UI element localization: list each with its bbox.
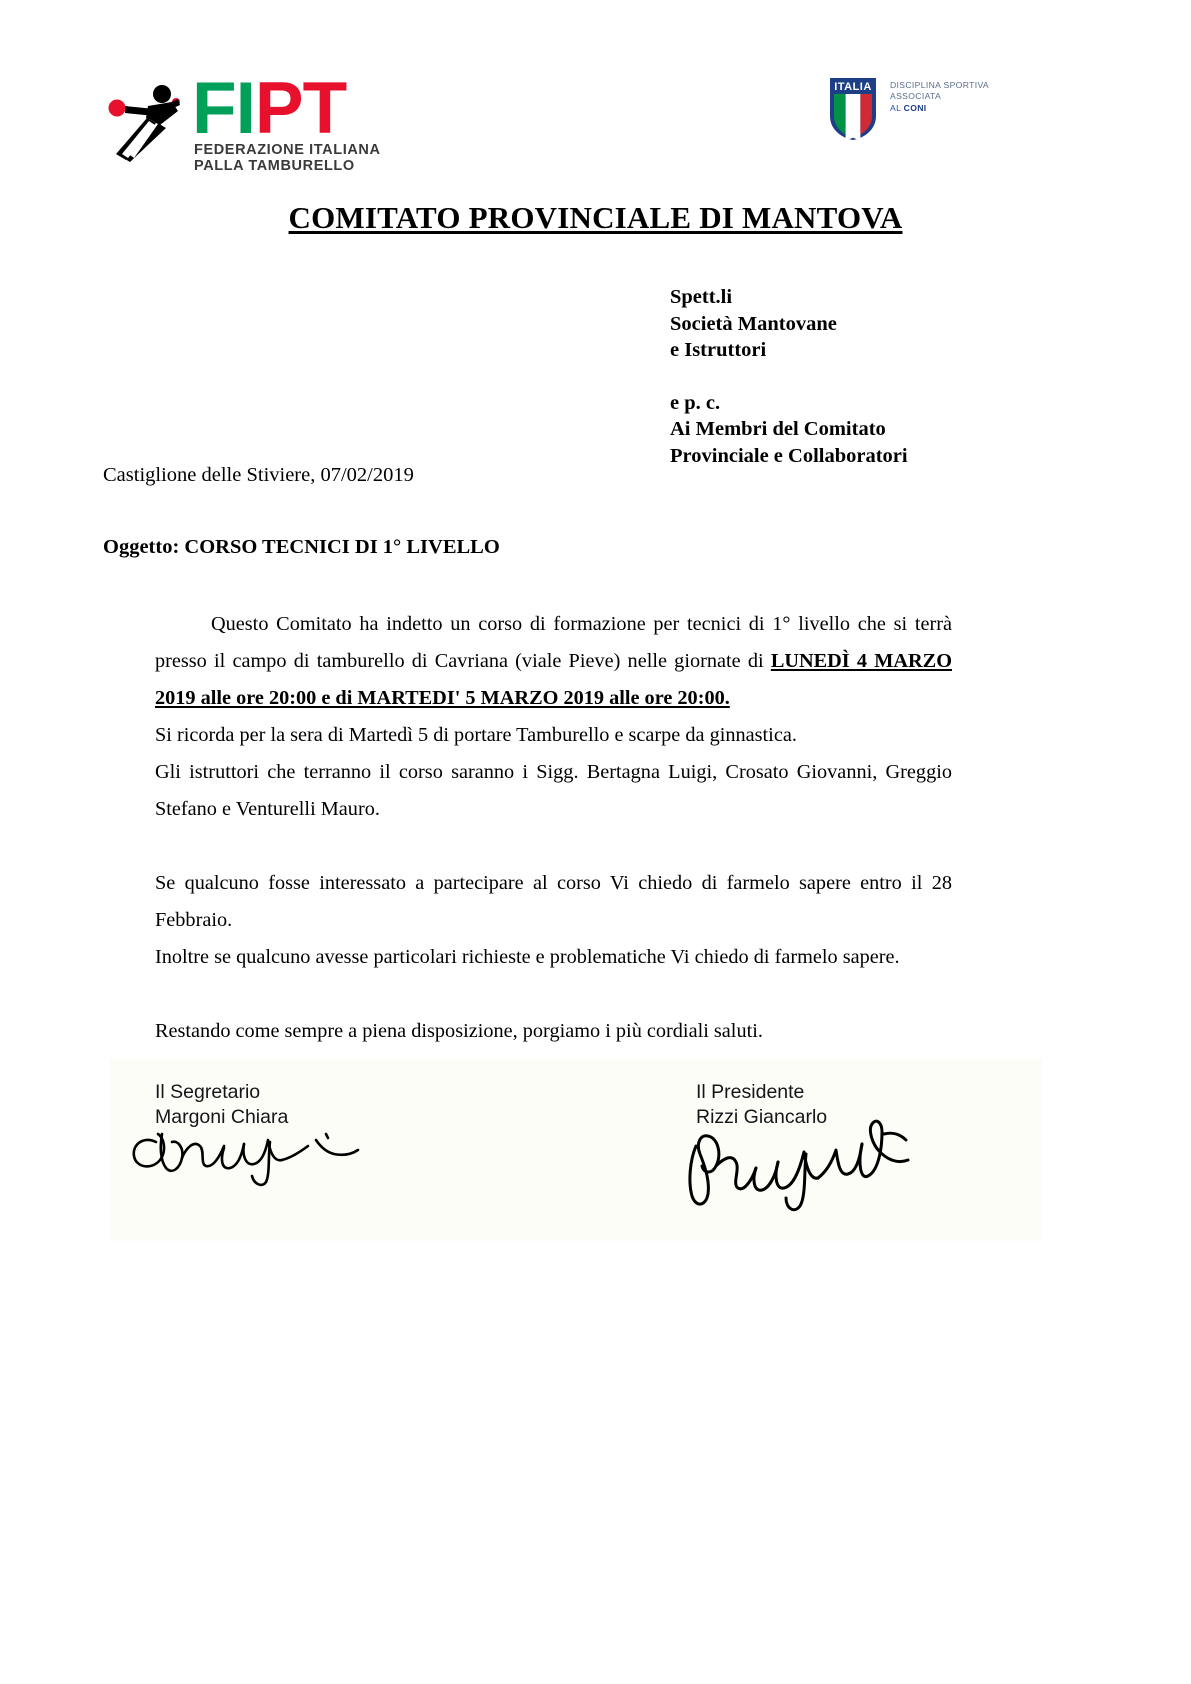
body-paragraph-1 xyxy=(155,606,952,717)
body-paragraph-4: Se qualcuno fosse interessato a partecipare al corso Vi chiedo di farmelo sapere entro il 28 Febbraio. xyxy=(155,872,952,931)
body-paragraph-6: Restando come sempre a piena disposizione, porgiamo i più cordiali saluti. xyxy=(155,1020,763,1042)
coni-association-text xyxy=(890,80,989,114)
body-spacer-1 xyxy=(155,828,952,865)
addressee-line-4: e p. c. xyxy=(670,391,721,414)
addressee-line-1: Spett.li xyxy=(670,286,733,308)
fipt-subtitle-line-1: FEDERAZIONE ITALIANA xyxy=(194,142,381,158)
course-dates-highlight: LUNEDÌ 4 MARZO 2019 alle ore 20:00 e di MARTEDI' 5 MARZO 2019 alle ore 20:00. xyxy=(155,650,952,709)
page-title-text: COMITATO PROVINCIALE DI MANTOVA xyxy=(288,200,903,235)
addressee-line-5: Ai Membri del Comitato xyxy=(670,418,886,440)
coni-text-line-3 xyxy=(890,103,989,114)
fipt-subtitle xyxy=(194,142,381,174)
page-title xyxy=(0,200,1191,236)
coni-logo xyxy=(828,76,1028,151)
body-spacer-2 xyxy=(155,976,952,1013)
body-paragraph-2: Si ricorda per la sera di Martedì 5 di portare Tamburello e scarpe da ginnastica. xyxy=(155,724,797,746)
svg-text:ITALIA: ITALIA xyxy=(834,81,872,93)
letter-body xyxy=(155,606,952,1050)
subject-line: Oggetto: CORSO TECNICI DI 1° LIVELLO xyxy=(103,536,500,558)
secretary-name: Margoni Chiara xyxy=(155,1106,289,1128)
president-role: Il Presidente xyxy=(696,1081,805,1103)
handwritten-signature-president xyxy=(670,1110,920,1220)
body-paragraph-5: Inoltre se qualcuno avesse particolari richieste e problematiche Vi chiedo di farmelo sapere. xyxy=(155,946,900,968)
addressee-line-3: e Istruttori xyxy=(670,339,767,361)
addressee-block xyxy=(670,284,908,469)
place-and-date: Castiglione delle Stiviere, 07/02/2019 xyxy=(103,464,414,486)
fipt-wordmark: FIPT xyxy=(192,68,347,149)
italia-coni-shield-icon xyxy=(828,76,878,142)
addressee-spacer xyxy=(670,364,908,390)
coni-text-line-2: ASSOCIATA xyxy=(890,91,942,102)
body-paragraph-1-text: Questo Comitato ha indetto un corso di formazione per tecnici di 1° livello che si terrà presso il campo di tamburello di Cavriana (viale Pieve) nelle giornate di xyxy=(155,613,952,672)
secretary-role: Il Segretario xyxy=(155,1081,261,1103)
letterhead xyxy=(0,0,1191,185)
coni-acronym: CONI xyxy=(903,102,927,113)
tamburello-player-icon xyxy=(108,78,203,163)
coni-text-line-3-prefix: AL xyxy=(890,102,904,113)
fipt-subtitle-line-2: PALLA TAMBURELLO xyxy=(194,158,355,174)
body-paragraph-3: Gli istruttori che terranno il corso saranno i Sigg. Bertagna Luigi, Crosato Giovanni, Greggio Stefano e Venturelli Mauro. xyxy=(155,761,952,820)
president-name: Rizzi Giancarlo xyxy=(696,1106,828,1128)
fipt-logo xyxy=(108,68,408,174)
coni-text-line-1: DISCIPLINA SPORTIVA xyxy=(890,80,989,90)
addressee-line-2: Società Mantovane xyxy=(670,312,837,335)
handwritten-signature-secretary xyxy=(120,1118,360,1188)
addressee-line-6: Provinciale e Collaboratori xyxy=(670,444,908,467)
